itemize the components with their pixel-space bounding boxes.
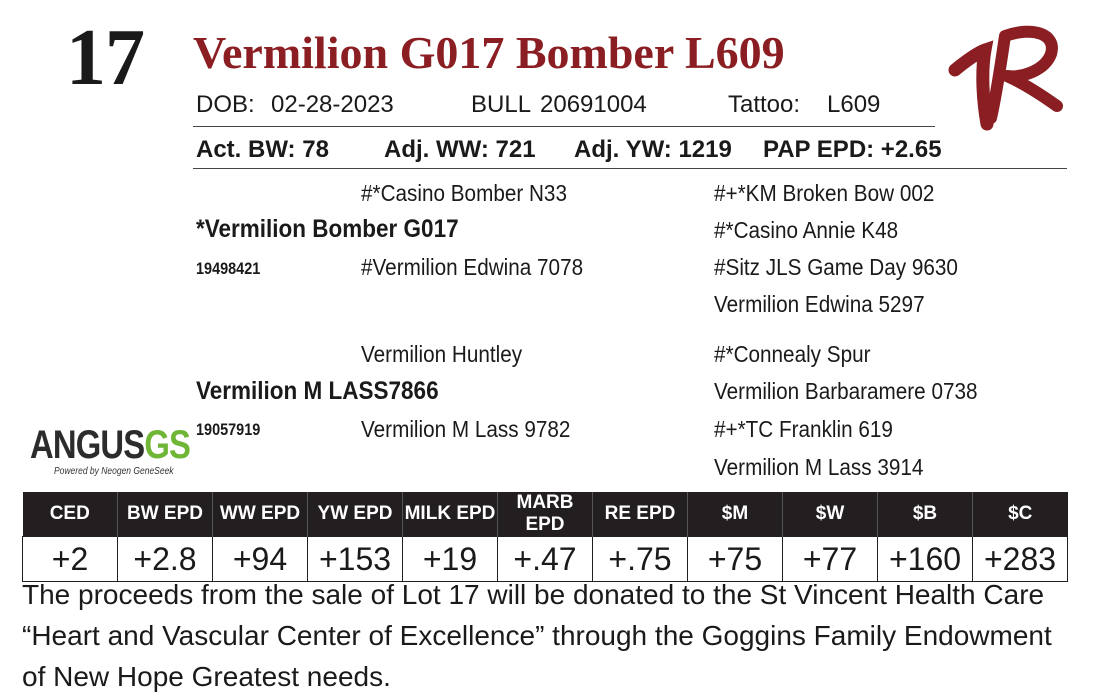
epd-header: BW EPD — [118, 492, 213, 537]
dam-dam-dam: Vermilion M Lass 3914 — [714, 454, 924, 480]
sire-dam-sire: #Sitz JLS Game Day 9630 — [714, 254, 958, 280]
epd-header-row — [23, 492, 1068, 537]
epd-header: RE EPD — [593, 492, 688, 537]
sire: *Vermilion Bomber G017 — [196, 215, 459, 243]
epd-header: $B — [878, 492, 973, 537]
epd-value: +.75 — [593, 537, 688, 582]
donation-note: The proceeds from the sale of Lot 17 will be donated to the St Vincent Health Care “Heart and Vascular Center of Excellence” through the Goggins Family Endowment of New Hope Greatest needs. — [22, 579, 1052, 692]
sire-sire-dam: #*Casino Annie K48 — [714, 217, 899, 243]
lot-number: 17 — [66, 14, 144, 102]
epd-header: CED — [23, 492, 118, 537]
divider-bottom — [193, 168, 1067, 169]
dam-sire-sire: #*Connealy Spur — [714, 341, 871, 367]
epd-value: +2 — [23, 537, 118, 582]
dam: Vermilion M LASS7866 — [196, 377, 439, 405]
sire-dam-dam: Vermilion Edwina 5297 — [714, 291, 925, 317]
dam-dam-sire: #+*TC Franklin 619 — [714, 416, 893, 442]
epd-value: +160 — [878, 537, 973, 582]
logo-tagline: Powered by Neogen GeneSeek — [54, 466, 174, 477]
logo-word-angus: ANGUS — [30, 423, 145, 467]
epd-value: +283 — [973, 537, 1068, 582]
tattoo-label: Tattoo: — [728, 91, 801, 118]
epd-value: +19 — [403, 537, 498, 582]
sex-label: BULL — [471, 91, 532, 118]
registration-number: 20691004 — [540, 91, 647, 118]
epd-header: MARB EPD — [498, 492, 593, 537]
epd-value: +153 — [308, 537, 403, 582]
dam-registration: 19057919 — [196, 420, 261, 439]
epd-value: +.47 — [498, 537, 593, 582]
dam-dam: Vermilion M Lass 9782 — [361, 416, 571, 442]
epd-table — [22, 492, 1068, 582]
epd-value: +75 — [688, 537, 783, 582]
dam-sire: Vermilion Huntley — [361, 341, 523, 367]
brand-mark-icon — [945, 22, 1065, 137]
sire-sire-sire: #+*KM Broken Bow 002 — [714, 180, 935, 206]
epd-header: WW EPD — [213, 492, 308, 537]
act-bw: Act. BW: 78 — [196, 136, 329, 163]
animal-name: Vermilion G017 Bomber L609 — [193, 27, 785, 78]
pap-epd: PAP EPD: +2.65 — [763, 136, 942, 163]
epd-value: +94 — [213, 537, 308, 582]
sire-dam: #Vermilion Edwina 7078 — [361, 254, 584, 280]
dob-label: DOB: — [196, 91, 255, 118]
adj-yw: Adj. YW: 1219 — [574, 136, 732, 163]
epd-value: +77 — [783, 537, 878, 582]
tattoo-value: L609 — [827, 91, 881, 118]
epd-value: +2.8 — [118, 537, 213, 582]
sire-registration: 19498421 — [196, 259, 261, 278]
epd-header: YW EPD — [308, 492, 403, 537]
epd-header: $C — [973, 492, 1068, 537]
adj-ww: Adj. WW: 721 — [384, 136, 536, 163]
divider-top — [193, 126, 935, 127]
epd-header: $M — [688, 492, 783, 537]
epd-header: $W — [783, 492, 878, 537]
angus-gs-logo — [30, 423, 191, 485]
epd-header: MILK EPD — [403, 492, 498, 537]
dam-sire-dam: Vermilion Barbaramere 0738 — [714, 378, 978, 404]
logo-word-gs: GS — [144, 423, 191, 467]
sire-sire: #*Casino Bomber N33 — [361, 180, 567, 206]
dob-value: 02-28-2023 — [271, 91, 394, 118]
